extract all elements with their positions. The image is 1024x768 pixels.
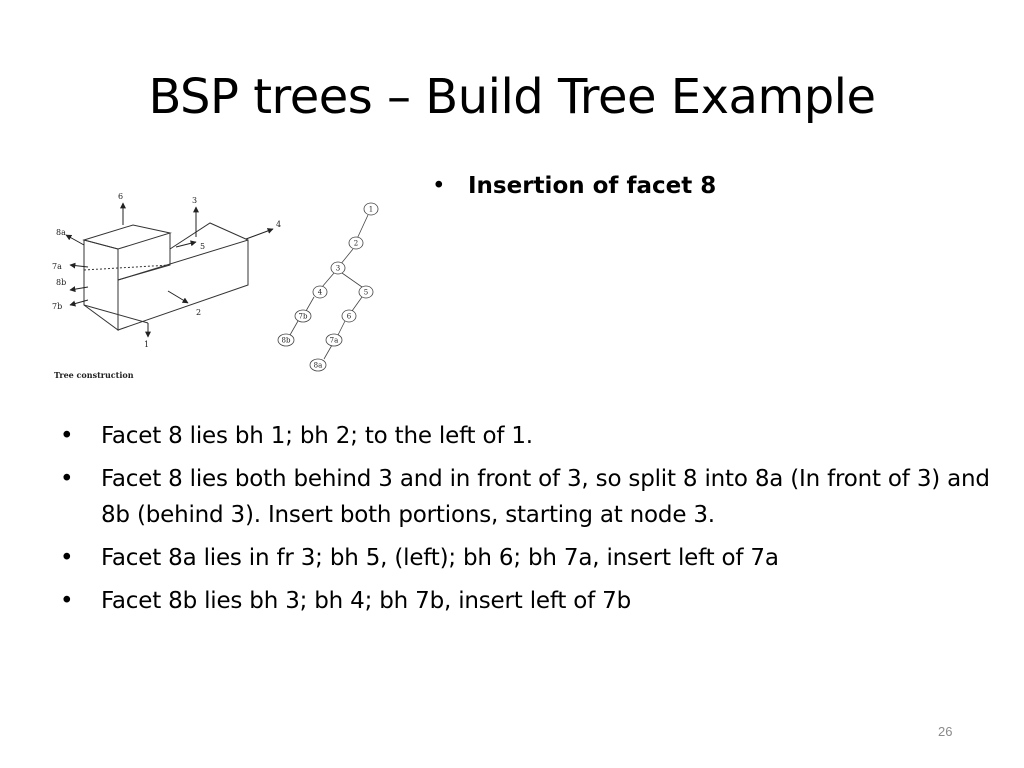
- tree-node-2: [349, 237, 363, 249]
- bullet-item: [60, 583, 990, 619]
- tree-node-4: [313, 286, 327, 298]
- bsp-figure: [48, 185, 393, 385]
- face-front-low: [118, 240, 248, 330]
- tree-node-label: 2: [353, 239, 359, 248]
- bullet-dot: •: [60, 466, 74, 492]
- face-top-tall: [84, 225, 170, 249]
- tree-node-6: [342, 310, 356, 322]
- bullet-text: Facet 8 lies bh 1; bh 2; to the left of 1.: [101, 423, 533, 449]
- edge-7a-8a: [324, 345, 332, 359]
- bullet-item: [60, 418, 990, 454]
- bullet-text: Facet 8b lies bh 3; bh 4; bh 7b, insert left of 7b: [101, 588, 631, 614]
- label-4: 4: [276, 220, 282, 229]
- bullet-text: Facet 8a lies in fr 3; bh 5, (left); bh 6; bh 7a, insert left of 7a: [101, 545, 779, 571]
- label-8a: 8a: [56, 228, 66, 237]
- edge-5-6: [352, 297, 362, 311]
- tree-node-8a: [310, 359, 326, 371]
- normal-arrows: [66, 203, 273, 337]
- slide-title: BSP trees – Build Tree Example: [148, 69, 876, 125]
- bsp-diagram: [48, 185, 393, 385]
- tree-node-8b: [278, 334, 294, 346]
- page-number: 26: [938, 724, 953, 739]
- tree-node-3: [331, 262, 345, 274]
- bottom-edge: [84, 305, 148, 323]
- edge-3-4: [322, 273, 334, 287]
- tree-node-label: 7a: [329, 336, 339, 345]
- tree-nodes: [278, 203, 378, 371]
- edge-3-5: [342, 273, 362, 287]
- tree-node-label: 5: [363, 288, 369, 297]
- bullet-dot: •: [60, 423, 74, 449]
- label-7a: 7a: [52, 262, 62, 271]
- right-bullet-list: [432, 168, 716, 204]
- arrow-7b: [70, 300, 88, 305]
- arrow-8a: [66, 235, 84, 245]
- edge-6-7a: [338, 321, 345, 335]
- label-3: 3: [192, 196, 198, 205]
- label-8b: 8b: [56, 278, 67, 287]
- figure-caption: Tree construction: [54, 370, 134, 380]
- bullet-dot: •: [432, 173, 446, 199]
- tree-node-7a: [326, 334, 342, 346]
- bullet-dot: •: [60, 545, 74, 571]
- label-7b: 7b: [52, 302, 63, 311]
- bullet-text: Facet 8 lies both behind 3 and in front of 3, so split 8 into 8a (In front of 3) and 8b (behind 3). Insert both portions, starting at node 3.: [101, 466, 990, 528]
- tree-node-1: [364, 203, 378, 215]
- arrow-8b: [70, 287, 88, 290]
- step-edge: [118, 233, 170, 280]
- tree-node-7b: [295, 310, 311, 322]
- box-drawing: [84, 223, 248, 330]
- bullet-text: Insertion of facet 8: [468, 173, 717, 199]
- label-6: 6: [118, 192, 124, 201]
- arrow-7a: [70, 265, 88, 267]
- face-left-tall: [84, 240, 118, 330]
- bullet-item: [432, 168, 716, 204]
- label-5: 5: [200, 242, 206, 251]
- bullet-item: [60, 540, 990, 576]
- arrow-4: [246, 229, 273, 239]
- edge-4-7b: [306, 297, 314, 311]
- tree-node-label: 4: [317, 288, 323, 297]
- edge-7b-8b: [290, 321, 298, 335]
- tree-node-label: 6: [346, 312, 352, 321]
- tree-node-label: 8b: [281, 336, 291, 345]
- tree-node-label: 1: [368, 205, 374, 214]
- bullet-dot: •: [60, 588, 74, 614]
- label-1: 1: [144, 340, 150, 349]
- tree-node-label: 8a: [313, 361, 323, 370]
- bullet-item: [60, 461, 990, 533]
- tree-node-5: [359, 286, 373, 298]
- tree-node-label: 3: [335, 264, 341, 273]
- tree-node-label: 7b: [298, 312, 308, 321]
- label-2: 2: [196, 308, 202, 317]
- bullet-list: [60, 418, 990, 626]
- arrow-2: [168, 291, 188, 303]
